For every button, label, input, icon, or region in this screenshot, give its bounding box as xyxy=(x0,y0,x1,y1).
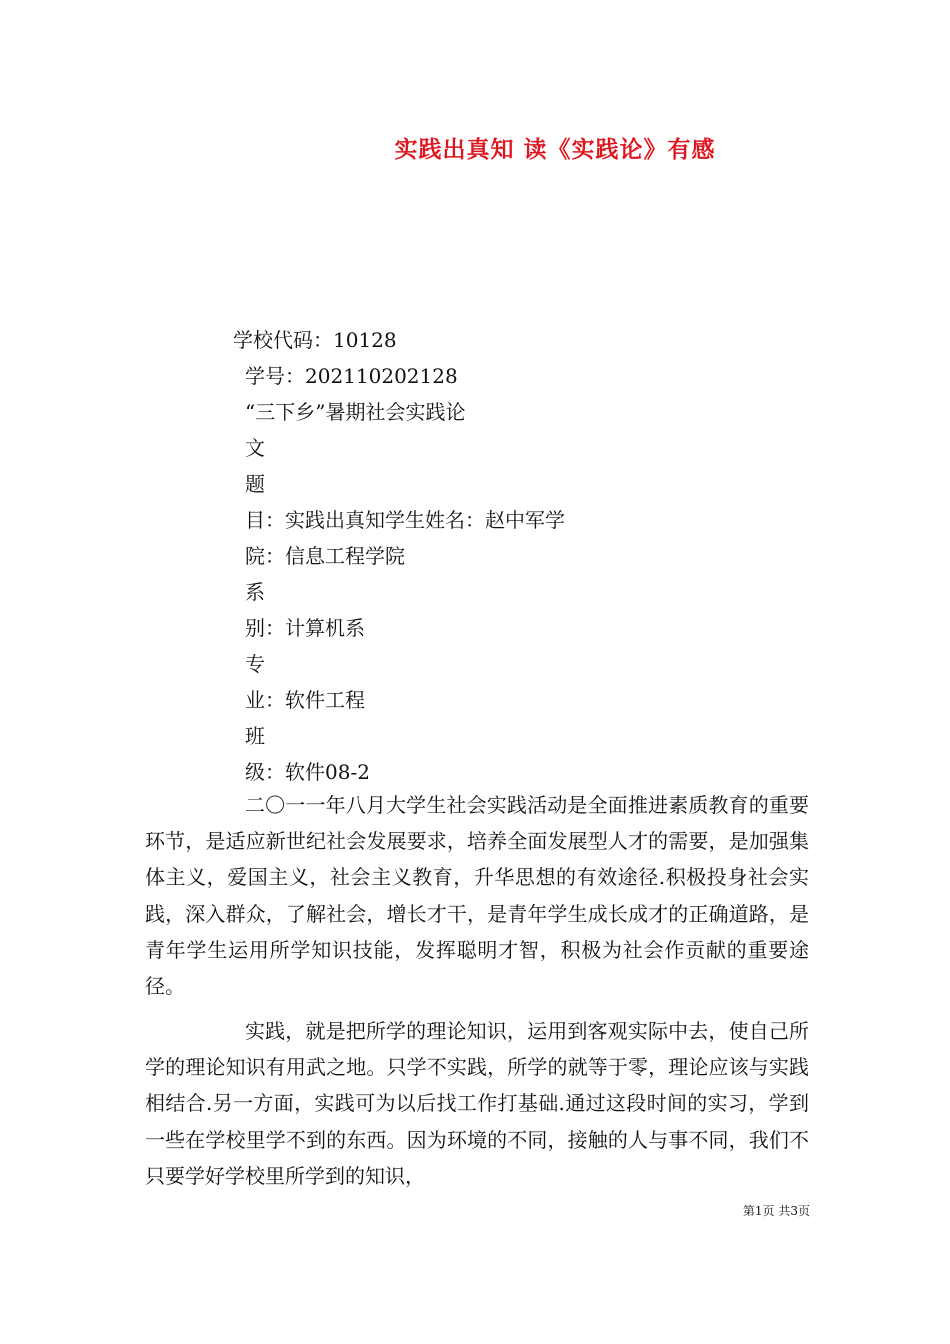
meta-department: 别：计算机系 xyxy=(245,616,365,640)
body-paragraph: 实践，就是把所学的理论知识，运用到客观实际中去，使自己所学的理论知识有用武之地。只学不实践，所学的就等于零，理论应该与实践相结合.另一方面，实践可为以后找工作打基础.通过这段时间的实习，学到一些在学校里学不到的东西。因为环境的不同，接触的人与事不同，我们不只要学好学校里所学到的知识， xyxy=(145,1019,809,1188)
meta-line-zhuan: 专 xyxy=(245,652,265,676)
meta-student-id: 学号：202110202128 xyxy=(245,364,458,388)
meta-title-and-name: 目：实践出真知学生姓名：赵中军学 xyxy=(245,508,565,532)
page-number-footer: 第1页 共3页 xyxy=(742,1204,810,1218)
meta-line-ti: 题 xyxy=(245,472,265,496)
meta-school-code: 学校代码：10128 xyxy=(233,328,397,352)
meta-line-xi: 系 xyxy=(245,580,265,604)
meta-paper-type: “三下乡”暑期社会实践论 xyxy=(245,400,466,424)
meta-line-wen: 文 xyxy=(245,436,265,460)
body-paragraph: 二〇一一年八月大学生社会实践活动是全面推进素质教育的重要环节，是适应新世纪社会发展要求，培养全面发展型人才的需要，是加强集体主义，爱国主义，社会主义教育，升华思想的有效途径.积极投身社会实践，深入群众，了解社会，增长才干，是青年学生成长成才的正确道路，是青年学生运用所学知识技能，发挥聪明才智，积极为社会作贡献的重要途径。 xyxy=(145,793,809,999)
meta-college: 院：信息工程学院 xyxy=(245,544,405,568)
meta-class: 级：软件08-2 xyxy=(245,760,370,784)
meta-line-ban: 班 xyxy=(245,724,265,748)
page-title: 实践出真知 读《实践论》有感 xyxy=(394,136,716,163)
meta-major: 业：软件工程 xyxy=(245,688,365,712)
